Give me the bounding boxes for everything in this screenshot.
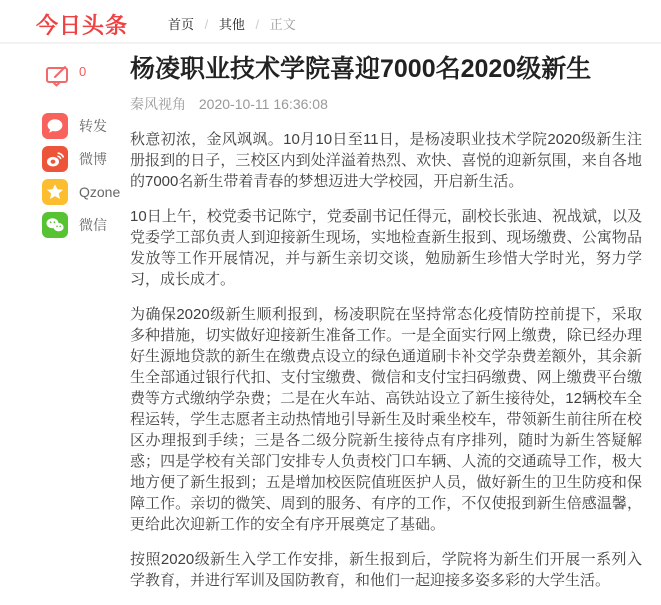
share-list xyxy=(42,113,127,238)
breadcrumb-separator: / xyxy=(204,17,209,32)
page-title: 杨凌职业技术学院喜迎7000名2020级新生 xyxy=(130,55,592,83)
article-body xyxy=(130,129,642,591)
paragraph: 为确保2020级新生顺利报到，杨凌职院在坚持常态化疫情防控前提下，采取多种措施，切实做好迎接新生准备工作。一是全面实行网上缴费，除已经办理好生源地贷款的新生在缴费点设立的绿色通道刷卡补交学杂费差额外，其余新生全部通过银行代扣、支付宝缴费、微信和支付宝扫码缴费、网上缴费平台缴费等方式缴纳学杂费；二是在火车站、高铁站设立了新生接待处，12辆校车全程运转，学生志愿者主动热情地引导新生及时乘坐校车，带领新生前往所在校区办理报到手续；三是各二级分院新生接待点有序排列，随时为新生答疑解惑；四是学校有关部门安排专人负责校门口车辆、人流的交通疏导工作，极大地方便了新生报到；五是增加校医院值班医护人员，做好新生的卫生防疫和保障工作。亲切的微笑、周到的服务、有序的工作，不仅使报到新生倍感温馨，更给此次迎新工作的安全有序开展奠定了基础。 xyxy=(130,306,642,533)
share-item-wechat[interactable] xyxy=(42,212,127,238)
share-item-label: 转发 xyxy=(79,118,107,134)
paragraph: 秋意初浓，金风飒飒。10月10日至11日，是杨凌职业技术学院2020级新生注册报到的日子，三校区内到处洋溢着热烈、欢快、喜悦的迎新氛围，来自各地的7000名新生带着青春的梦想迈进大学校园，开启新生活。 xyxy=(130,131,642,190)
comment-count: 0 xyxy=(79,64,87,79)
publish-time: 2020-10-11 16:36:08 xyxy=(198,96,328,112)
site-header xyxy=(0,0,661,44)
toutiao-logo[interactable]: 今日头条 xyxy=(36,13,129,38)
breadcrumb-home[interactable]: 首页 xyxy=(168,17,195,32)
share-item-label: 微博 xyxy=(79,151,107,167)
write-comment-icon xyxy=(42,62,72,97)
share-item-qzone[interactable] xyxy=(42,179,127,205)
breadcrumb-separator: / xyxy=(255,17,260,32)
star-icon xyxy=(42,179,68,205)
breadcrumb xyxy=(168,14,296,33)
author-link[interactable]: 秦风视角 xyxy=(130,96,186,112)
paragraph: 10日上午，校党委书记陈宁，党委副书记任得元，副校长张迪、祝战斌，以及党委学工部负责人到迎接新生现场，实地检查新生报到、现场缴费、公寓物品发放等工作开展情况，并与新生亲切交谈，勉励新生珍惜大学时光，努力学习，成长成才。 xyxy=(130,208,642,288)
breadcrumb-current: 正文 xyxy=(269,17,296,32)
breadcrumb-other[interactable]: 其他 xyxy=(218,17,245,32)
wechat-icon xyxy=(42,212,68,238)
share-item-forward[interactable] xyxy=(42,113,127,139)
chat-bubble-icon xyxy=(42,113,68,139)
weibo-icon xyxy=(42,146,68,172)
share-item-label: 微信 xyxy=(79,217,107,233)
share-item-weibo[interactable] xyxy=(42,146,127,172)
paragraph: 按照2020级新生入学工作安排，新生报到后，学院将为新生们开展一系列入学教育，并进行军训及国防教育，和他们一起迎接多姿多彩的大学生活。 xyxy=(130,551,642,589)
share-rail xyxy=(42,62,127,245)
share-item-label: Qzone xyxy=(79,184,121,200)
article xyxy=(130,54,642,605)
comment-button[interactable] xyxy=(42,62,127,97)
article-meta xyxy=(130,94,642,114)
